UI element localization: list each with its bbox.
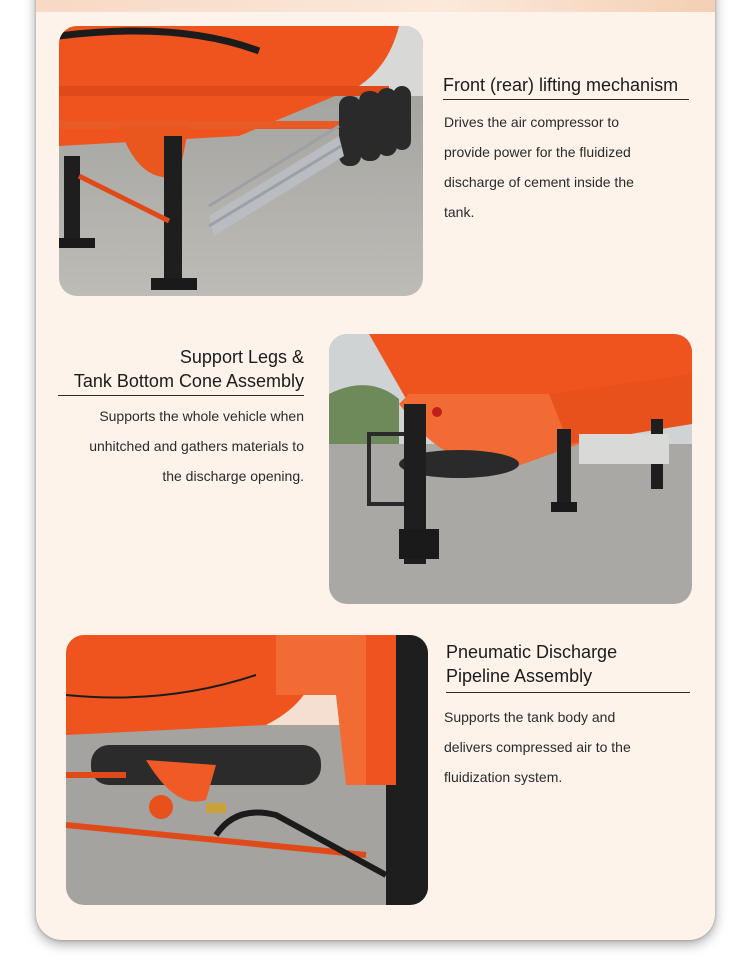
top-banner-strip — [36, 0, 715, 12]
section-2-title-line: Tank Bottom Cone Assembly — [73, 371, 304, 391]
section-3-title-line: Pipeline Assembly — [446, 666, 593, 686]
section-1-desc-line: discharge of cement inside the — [444, 174, 634, 190]
section-2-desc-line: the discharge opening. — [162, 468, 304, 484]
section-3-desc-line: fluidization system. — [444, 769, 563, 785]
section-1-desc-line: provide power for the fluidized — [444, 144, 631, 160]
section-3-desc-line: Supports the tank body and — [444, 709, 616, 725]
section-3-title — [446, 640, 692, 688]
section-3-divider — [446, 692, 690, 693]
section-3-description — [444, 702, 694, 792]
section-2-divider — [58, 395, 304, 396]
section-1-description — [444, 107, 694, 227]
section-1-desc-line: tank. — [444, 204, 475, 220]
support-legs-photo — [329, 334, 692, 604]
section-2-title — [58, 345, 304, 393]
section-1-title-line: Front (rear) lifting mechanism — [443, 75, 679, 95]
section-3-title-line: Pneumatic Discharge — [446, 642, 618, 662]
section-2-description — [58, 401, 304, 491]
section-3-desc-line: delivers compressed air to the — [444, 739, 631, 755]
section-2-title-line: Support Legs & — [179, 347, 304, 367]
pneumatic-pipeline-photo — [66, 635, 428, 905]
section-2-desc-line: unhitched and gathers materials to — [89, 438, 304, 454]
section-1-desc-line: Drives the air compressor to — [444, 114, 620, 130]
section-1-divider — [443, 99, 689, 100]
section-2-desc-line: Supports the whole vehicle when — [99, 408, 304, 424]
section-1-title — [443, 73, 693, 97]
lifting-mechanism-photo — [59, 26, 423, 296]
